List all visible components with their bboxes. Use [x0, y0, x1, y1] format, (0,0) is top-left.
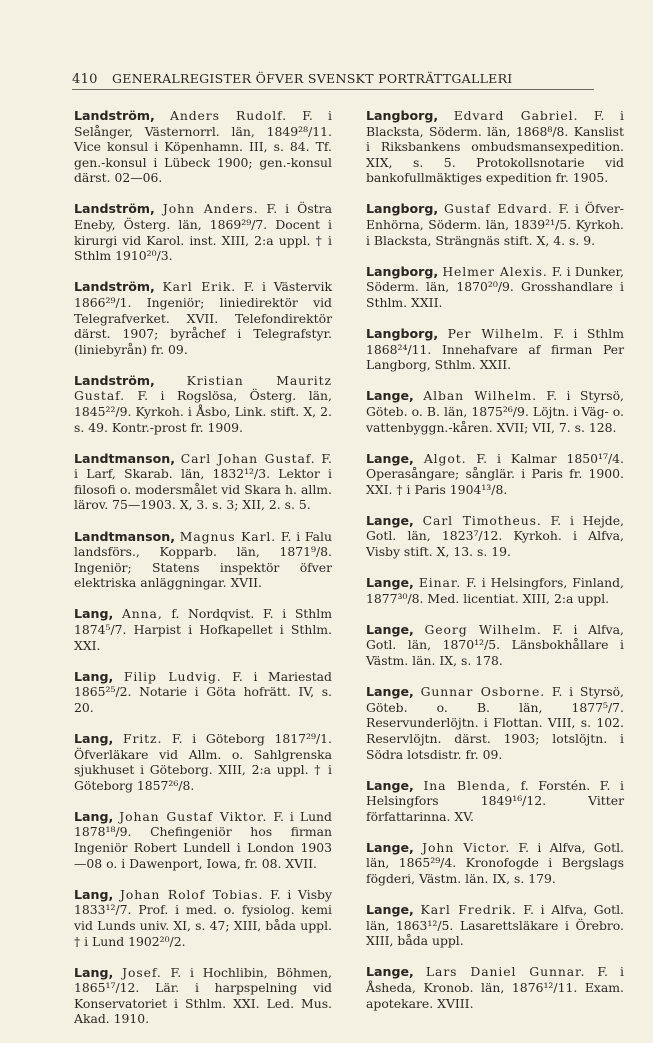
entry-given-names: Ina Blenda,	[423, 777, 511, 793]
entry-details: F. i Lund 1878¹⁸/9. Chefingeniör hos firman Ingeniör Robert Lundell i London 1903—08 o. i Dawenport, Iowa, fr. 08. XVII.	[74, 808, 332, 871]
entry-details: F. i Öfver-Enhörna, Söderm. län, 1839²¹/5. Kyrkoh. i Blacksta, Strängnäs stift. X, 4. s. 9.	[366, 201, 624, 248]
entry-surname: Lange,	[366, 450, 414, 466]
register-entry	[74, 529, 332, 591]
entry-details: F. i Alfva, Gotl. län, 1863¹²/5. Lasarettsläkare i Örebro. XIII, båda uppl.	[366, 902, 624, 949]
entry-details: F. i Helsingfors, Finland, 1877³⁰/8. Med. licentiat. XIII, 2:a uppl.	[366, 575, 624, 606]
register-entry	[366, 840, 624, 887]
entry-given-names: Anders Rudolf.	[170, 108, 288, 123]
page-number: 410	[72, 72, 98, 87]
running-title: GENERALREGISTER ÖFVER SVENSKT PORTRÄTTGALLERI	[112, 71, 513, 86]
entry-details: F. i Visby 1833¹²/7. Prof. i med. o. fysiolog. kemi vid Lunds univ. XI, s. 47; XIII, båda uppl. † i Lund 1902²⁰/2.	[74, 886, 332, 949]
register-entry	[74, 606, 332, 653]
register-entry	[366, 964, 624, 1011]
entry-surname: Lange,	[366, 902, 414, 918]
entry-details: F. i Blacksta, Söderm. län, 1868⁸/8. Kanslist i Riksbankens ombudsmansexpedition. XIX, s. 5. Protokollsnotarie vid bankofullmäktiges expedition fr. 1905.	[366, 108, 624, 186]
register-entry	[74, 669, 332, 716]
entry-details: F. i Falu landsförs., Kopparb. län, 1871⁹/8. Ingeniör; Statens inspektör öfver elektriska anläggningar. XVII.	[74, 528, 332, 591]
register-entry	[366, 108, 624, 186]
entry-given-names: Karl Fredrik.	[420, 902, 517, 918]
register-entry	[74, 108, 332, 186]
entry-given-names: Einar.	[418, 575, 462, 591]
entry-details: F. i Dunker, Söderm. län, 1870²⁰/9. Grosshandlare i Sthlm. XXII.	[366, 263, 624, 310]
entry-surname: Lang,	[74, 808, 114, 824]
register-entry	[366, 451, 624, 498]
entry-surname: Langborg,	[366, 326, 439, 342]
entry-given-names: Kristian Mauritz Gustaf.	[74, 372, 332, 404]
entry-given-names: Johan Gustaf Viktor.	[119, 808, 268, 824]
entry-given-names: John Victor.	[422, 839, 511, 855]
entry-details: F. i Hejde, Gotl. län, 1823⁷/12. Kyrkoh. i Alfva, Visby stift. X, 13. s. 19.	[366, 512, 624, 560]
entry-surname: Landtmanson,	[74, 450, 176, 466]
entry-given-names: Alban Wilhelm.	[423, 388, 537, 404]
entry-given-names: Helmer Alexis.	[442, 263, 548, 279]
entry-given-names: Algot.	[423, 450, 467, 466]
entry-given-names: Magnus Karl.	[179, 528, 277, 544]
entry-surname: Landström,	[74, 279, 155, 295]
entry-given-names: Lars Daniel Gunnar.	[425, 964, 586, 980]
entry-surname: Lange,	[366, 839, 414, 855]
register-entry	[366, 513, 624, 560]
entry-details: F. i Sthlm 1868²⁴/11. Innehafvare af firman Per Langborg, Sthlm. XXII.	[366, 326, 624, 373]
entry-surname: Lange,	[366, 777, 414, 793]
entry-surname: Lange,	[366, 964, 414, 980]
entry-given-names: Karl Erik.	[162, 279, 237, 295]
register-entry	[366, 264, 624, 311]
entry-surname: Landtmanson,	[74, 528, 176, 544]
entry-surname: Lang,	[74, 668, 114, 684]
entry-given-names: Carl Johan Gustaf.	[180, 450, 316, 466]
entry-given-names: Per Wilhelm.	[447, 326, 545, 342]
entry-details: F. i Rogslösa, Österg. län, 1845²²/9. Kyrkoh. i Åsbo, Link. stift. X, 2. s. 49. Kontr.-prost fr. 1909.	[74, 388, 332, 435]
entry-details: F. i Alfva, Gotl. län, 1870¹²/5. Länsbokhållare i Västm. län. IX, s. 178.	[366, 621, 624, 669]
entry-details: f. Nordqvist. F. i Sthlm 1874⁵/7. Harpist i Hofkapellet i Sthlm. XXI.	[74, 606, 332, 653]
entry-given-names: John Anders.	[162, 201, 259, 217]
entry-details: F. i Kalmar 1850¹⁷/4. Operasångare; sånglär. i Paris fr. 1900. XXI. † i Paris 1904¹³/8.	[366, 450, 624, 497]
register-entry	[74, 965, 332, 1027]
entry-surname: Lange,	[366, 512, 414, 528]
register-entry	[74, 809, 332, 871]
entry-surname: Langborg,	[366, 263, 439, 279]
entry-given-names: Anna,	[121, 606, 163, 622]
register-entry	[74, 373, 332, 435]
entry-surname: Lang,	[74, 886, 114, 902]
entry-details: F. i Västervik 1866²⁹/1. Ingeniör; liniedirektör vid Telegrafverket. XVII. Telefondirektör därst. 1907; byråchef i Telegrafstyr. (liniebyrån) fr. 09.	[74, 279, 332, 357]
register-entry	[366, 575, 624, 606]
page-header	[72, 71, 592, 87]
entry-given-names: Gustaf Edvard.	[444, 201, 553, 217]
entry-details: F. i Mariestad 1865²⁵/2. Notarie i Göta hofrätt. IV, s. 20.	[74, 668, 332, 715]
entry-given-names: Georg Wilhelm.	[424, 621, 542, 637]
entry-surname: Langborg,	[366, 201, 439, 217]
entry-details: F. i Selånger, Västernorrl. län, 1849²⁸/11. Vice konsul i Köpenhamn. III, s. 84. Tf. gen.-konsul i Lübeck 1900; gen.-konsul därst. 02—06.	[74, 108, 332, 186]
entry-surname: Landström,	[74, 201, 155, 217]
register-entry	[74, 451, 332, 513]
entry-given-names: Josef.	[122, 964, 162, 980]
entry-details: F. i Göteborg 1817²⁹/1. Öfverläkare vid Allm. o. Sahlgrenska sjukhuset i Göteborg. XIII, 2:a uppl. † i Göteborg 1857²⁶/8.	[74, 731, 332, 793]
entry-given-names: Gunnar Osborne.	[420, 684, 546, 700]
entry-given-names: Edvard Gabriel.	[453, 108, 579, 123]
entry-surname: Lange,	[366, 621, 414, 637]
entry-details: F. i Larf, Skarab. län, 1832¹²/3. Lektor i filosofi o. modersmålet vid Skara h. allm. lärov. 75—1903. X, 3. s. 3; XII, 2. s. 5.	[74, 450, 332, 513]
entry-details: F. i Östra Eneby, Österg. län, 1869²⁹/7. Docent i kirurgi vid Karol. inst. XIII, 2:a uppl. † i Sthlm 1910²⁰/3.	[74, 201, 332, 264]
entry-details: F. i Styrsö, Göteb. o. B. län, 1877⁵/7. Reservunderlöjtn. i Flottan. VIII, s. 102. Reservlöjtn. därst. 1903; lotslöjtn. i Södra lotsdistr. fr. 09.	[366, 684, 624, 762]
entry-surname: Lang,	[74, 964, 114, 980]
entry-surname: Landström,	[74, 372, 155, 388]
register-entry	[74, 887, 332, 949]
entry-given-names: Filip Ludvig.	[123, 668, 222, 684]
entry-surname: Langborg,	[366, 108, 439, 123]
header-rule	[72, 89, 594, 90]
entry-details: F. i Styrsö, Göteb. o. B. län, 1875²⁶/9. Löjtn. i Väg- o. vattenbyggn.-kåren. XVII; VII, 7. s. 128.	[366, 388, 624, 435]
register-entry	[366, 902, 624, 949]
entry-surname: Lange,	[366, 684, 414, 700]
entry-surname: Landström,	[74, 108, 155, 123]
register-entry	[366, 622, 624, 669]
register-entry	[74, 731, 332, 793]
register-entry	[366, 684, 624, 762]
register-entry	[366, 388, 624, 435]
entry-given-names: Fritz.	[122, 731, 163, 746]
entry-details: F. i Alfva, Gotl. län, 1865²⁹/4. Kronofogde i Bergslags fögderi, Västm. län. IX, s. 179.	[366, 839, 624, 887]
entry-details: F. i Hochlibin, Böhmen, 1865¹⁷/12. Lär. i harpspelning vid Konservatoriet i Sthlm. XXI. Led. Mus. Akad. 1910.	[74, 964, 332, 1027]
entry-surname: Lange,	[366, 575, 414, 591]
entry-details: F. i Åsheda, Kronob. län, 1876¹²/11. Exam. apotekare. XVIII.	[366, 964, 624, 1011]
right-column	[366, 108, 624, 1027]
entry-details: f. Forstén. F. i Helsingfors 1849¹⁶/12. Vitter författarinna. XV.	[366, 777, 624, 824]
register-entry	[366, 778, 624, 825]
register-entry	[366, 201, 624, 248]
register-entry	[366, 326, 624, 373]
entry-surname: Lang,	[74, 606, 114, 622]
entry-surname: Lange,	[366, 388, 414, 404]
entry-given-names: Johan Rolof Tobias.	[119, 886, 264, 902]
entry-given-names: Carl Timotheus.	[422, 512, 542, 528]
register-entry	[74, 201, 332, 263]
entry-surname: Lang,	[74, 731, 114, 746]
left-column	[74, 108, 332, 1043]
register-entry	[74, 279, 332, 357]
